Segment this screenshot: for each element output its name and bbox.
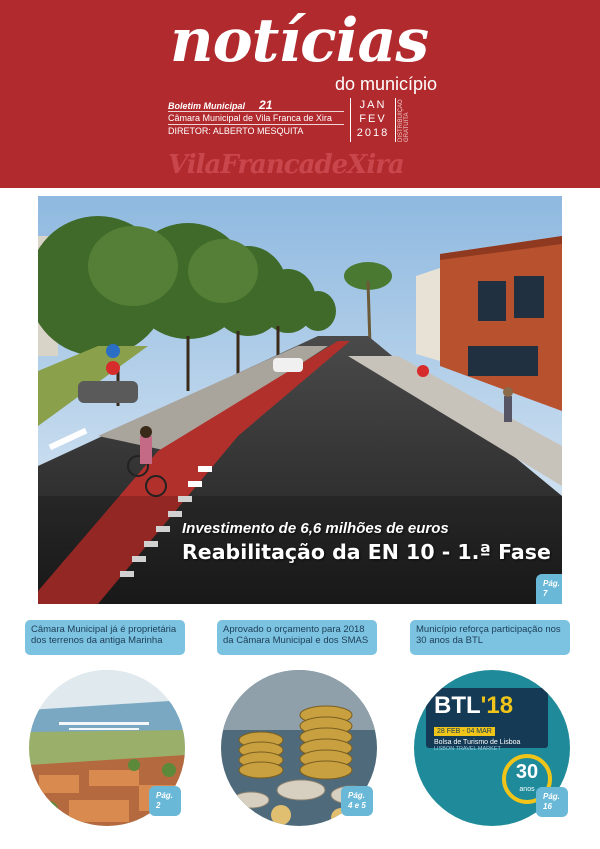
issue-date	[350, 98, 396, 142]
brand-logo: VilaFrancadeXira	[168, 150, 404, 180]
story-label[interactable]: Município reforça participação nos 30 anos da BTL	[410, 620, 570, 655]
story-page-badge[interactable]	[536, 787, 568, 817]
page-number: 7	[543, 589, 548, 598]
hero-story[interactable]	[38, 196, 562, 604]
story-page-badge[interactable]	[149, 786, 181, 816]
distribution-note: DISTRIBUIÇÃO GRATUITA	[398, 99, 410, 142]
bulletin-line	[168, 99, 344, 112]
page-label: Pág.	[156, 791, 173, 800]
btl-anos: anos	[519, 786, 535, 793]
council-name: Câmara Municipal de Vila Franca de Xira	[168, 112, 344, 125]
masthead	[0, 0, 600, 188]
month-fev: FEV	[359, 113, 387, 125]
page-label: Pág.	[543, 579, 560, 588]
btl-market: LISBON TRAVEL MARKET	[434, 746, 501, 752]
story-marinha[interactable]	[25, 620, 185, 845]
masthead-meta	[168, 99, 344, 138]
story-label[interactable]: Câmara Municipal já é proprietária dos terrenos da antiga Marinha	[25, 620, 185, 655]
issue-number: 21	[259, 98, 273, 112]
btl-logo	[426, 688, 548, 752]
btl-name: BTL	[434, 692, 481, 719]
btl-dates: 28 FEB - 04 MAR	[434, 727, 495, 736]
page-number: 4 e 5	[348, 801, 366, 810]
btl-anniversary-number: 30	[515, 761, 539, 783]
btl-fair: Bolsa de Turismo de Lisboa	[434, 739, 521, 746]
story-btl[interactable]	[410, 620, 570, 845]
hero-page-badge[interactable]	[536, 574, 562, 604]
story-orcamento[interactable]	[217, 620, 377, 845]
bulletin-label: Boletim Municipal	[168, 101, 246, 111]
page-number: 16	[543, 802, 552, 811]
issue-year: 2018	[356, 127, 390, 139]
page-label: Pág.	[543, 792, 560, 801]
month-jan: JAN	[359, 99, 387, 111]
btl-year: '18	[480, 692, 514, 719]
page-number: 2	[156, 801, 161, 810]
director-line: DIRETOR: ALBERTO MESQUITA	[168, 126, 304, 136]
newsletter-title: notícias	[170, 6, 429, 76]
hero-subheading: Investimento de 6,6 milhões de euros	[182, 520, 449, 537]
newsletter-subtitle: do município	[335, 74, 438, 94]
story-page-badge[interactable]	[341, 786, 373, 816]
page-label: Pág.	[348, 791, 365, 800]
story-label[interactable]: Aprovado o orçamento para 2018 da Câmara Municipal e dos SMAS	[217, 620, 377, 655]
hero-headline[interactable]: Reabilitação da EN 10 - 1.ª Fase	[182, 540, 551, 564]
